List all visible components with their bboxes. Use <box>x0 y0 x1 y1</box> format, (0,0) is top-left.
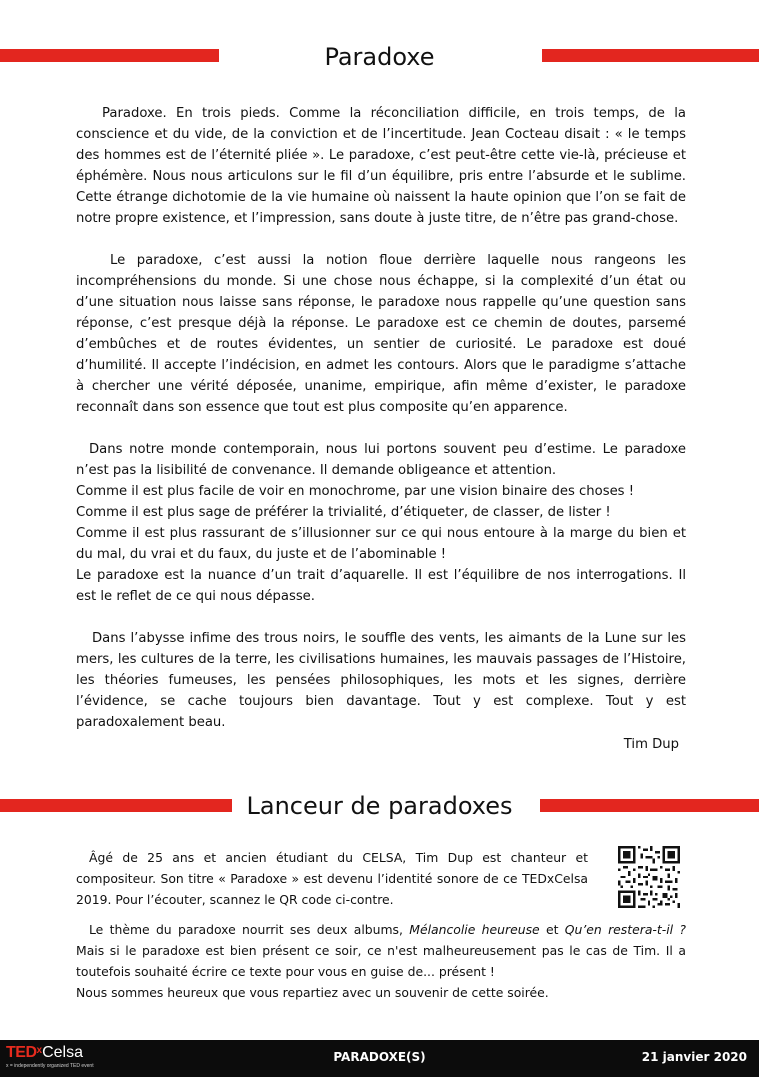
albums-paragraph <box>76 919 686 982</box>
qr-code-icon[interactable] <box>618 846 680 908</box>
essay-paragraph-1: Paradoxe. En trois pieds. Comme la réconciliation difficile, en trois temps, de la conscience et du vide, de la conviction et de l’incertitude. Jean Cocteau disait : « le temps des hommes est de l’éternité pliée ». Le paradoxe, c’est peut-être cette vie-là, précieuse et éphémère. Nous nous articulons sur le fil d’un équilibre, pris entre l’absurde et le sublime. Cette étrange dichotomie de la vie humaine où naissent la haute opinion que l’on se fait de notre propre existence, et l’impression, sans doute à juste titre, de n’être pas grand-chose. <box>76 106 686 226</box>
logo-ted: TED <box>6 1044 37 1061</box>
essay-paragraph-3 <box>76 439 686 607</box>
page-title: Paradoxe <box>324 43 435 71</box>
closing-line: Nous sommes heureux que vous repartiez avec un souvenir de cette soirée. <box>76 985 549 1000</box>
logo-x: x <box>36 1045 43 1056</box>
footer-bar <box>0 1040 759 1077</box>
album-title: Mélancolie heureuse <box>409 922 540 937</box>
albums-rest: Mais si le paradoxe est bien présent ce soir, ce n'est malheureusement pas le cas de Tim. Il a toutefois souhaité écrire ce texte pour vous en guise de... présent ! <box>76 943 686 979</box>
signature: Tim Dup <box>623 737 679 752</box>
section-title: Lanceur de paradoxes <box>246 792 513 820</box>
essay-paragraph-3-line: Comme il est plus sage de préférer la trivialité, d’étiqueter, de classer, de lister ! <box>76 505 611 520</box>
logo-tagline: x = independently organized TED event <box>6 1063 94 1069</box>
albums-conjunction: et <box>539 922 565 937</box>
essay-paragraph-3-line: Dans notre monde contemporain, nous lui portons souvent peu d’estime. Le paradoxe n’est pas la lisibilité de convenance. Il demande obligeance et attention. <box>76 442 686 478</box>
footer-title: PARADOXE(S) <box>333 1050 426 1064</box>
album-title: Qu’en restera-t-il ? <box>564 922 686 937</box>
essay-paragraph-3-line: Comme il est plus rassurant de s’illusionner sur ce qui nous entoure à la marge du bien et du mal, du vrai et du faux, du juste et de l’abominable ! <box>76 526 686 562</box>
essay-paragraph-3-line: Le paradoxe est la nuance d’un trait d’aquarelle. Il est l’équilibre de nos interrogations. Il est le reflet de ce qui nous dépasse. <box>76 568 686 604</box>
essay-body <box>76 103 686 733</box>
essay-paragraph-4: Dans l’abysse infime des trous noirs, le souffle des vents, les aimants de la Lune sur les mers, les cultures de la terre, les civilisations humaines, les mauvais passages de l’Histoire, les théories fumeuses, les pensées philosophiques, les mots et les signes, derrière l’évidence, se cache toujours bien davantage. Tout y est complexe. Tout y est paradoxalement beau. <box>76 631 686 730</box>
artist-albums <box>76 919 686 1003</box>
essay-paragraph-3-line: Comme il est plus facile de voir en monochrome, par une vision binaire des choses ! <box>76 484 635 499</box>
artist-bio: Âgé de 25 ans et ancien étudiant du CELSA, Tim Dup est chanteur et compositeur. Son titre « Paradoxe » est devenu l’identité sonore de ce TEDxCelsa 2019. Pour l’écouter, scannez le QR code ci-contre. <box>76 850 588 907</box>
logo-name: Celsa <box>42 1044 83 1061</box>
essay-paragraph-2: Le paradoxe, c’est aussi la notion floue derrière laquelle nous rangeons les incompréhensions du monde. Si une chose nous échappe, si la complexité d’un état ou d’une situation nous laisse sans réponse, le paradoxe nous rappelle qu’une question sans réponse, c’est presque déjà la réponse. Le paradoxe est ce chemin de doutes, parsemé d’embûches et de routes évidentes, un sentier de curiosité. Le paradoxe est doué d’humilité. Il accepte l’indécision, en admet les contours. Alors que le paradigme s’attache à chercher une vérité déposée, unanime, empirique, afin même d’exister, le paradoxe reconnaît dans son essence que tout est plus composite qu’en apparence. <box>76 253 686 415</box>
albums-intro: Le thème du paradoxe nourrit ses deux albums, <box>89 922 410 937</box>
footer-date: 21 janvier 2020 <box>641 1050 747 1064</box>
